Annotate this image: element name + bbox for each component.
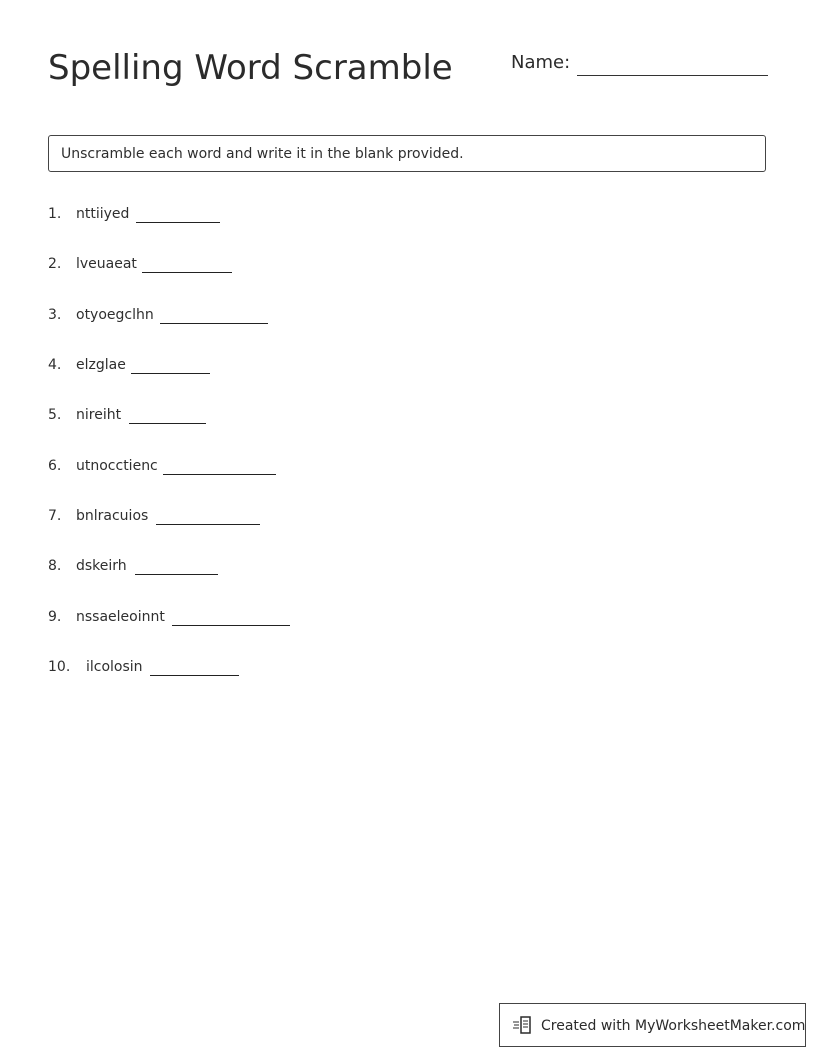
scrambled-word: utnocctienc <box>76 458 158 474</box>
question-item <box>48 255 648 279</box>
answer-blank[interactable] <box>135 574 218 575</box>
answer-blank[interactable] <box>156 524 260 525</box>
page-title: Spelling Word Scramble <box>48 48 453 88</box>
answer-blank[interactable] <box>163 474 276 475</box>
question-number: 9. <box>48 609 62 625</box>
question-item <box>48 406 648 430</box>
name-label: Name: <box>511 52 571 73</box>
scrambled-word: otyoegclhn <box>76 307 154 323</box>
scrambled-word: dskeirh <box>76 558 127 574</box>
answer-blank[interactable] <box>160 323 268 324</box>
question-number: 1. <box>48 206 62 222</box>
footer-text: Created with MyWorksheetMaker.com <box>541 1018 806 1034</box>
instructions-box <box>48 135 766 172</box>
instructions-text: Unscramble each word and write it in the blank provided. <box>61 146 464 162</box>
question-item <box>48 658 648 682</box>
footer-credit[interactable] <box>499 1003 806 1047</box>
scrambled-word: nireiht <box>76 407 122 423</box>
scrambled-word: elzglae <box>76 357 126 373</box>
scrambled-word: ilcolosin <box>86 659 143 675</box>
answer-blank[interactable] <box>136 222 220 223</box>
question-number: 2. <box>48 256 62 272</box>
question-item <box>48 608 648 632</box>
question-item <box>48 457 648 481</box>
scrambled-word: lveuaeat <box>76 256 137 272</box>
question-number: 4. <box>48 357 62 373</box>
question-item <box>48 356 648 380</box>
name-blank-line[interactable] <box>577 75 768 76</box>
scrambled-word: bnlracuios <box>76 508 149 524</box>
question-number: 7. <box>48 508 62 524</box>
answer-blank[interactable] <box>150 675 239 676</box>
worksheet-maker-logo-icon <box>512 1014 534 1036</box>
question-number: 5. <box>48 407 62 423</box>
answer-blank[interactable] <box>129 423 206 424</box>
answer-blank[interactable] <box>142 272 232 273</box>
scrambled-word: nttiiyed <box>76 206 130 222</box>
name-field <box>511 52 769 80</box>
scrambled-word: nssaeleoinnt <box>76 609 165 625</box>
question-number: 6. <box>48 458 62 474</box>
question-item <box>48 557 648 581</box>
question-number: 8. <box>48 558 62 574</box>
answer-blank[interactable] <box>172 625 290 626</box>
question-item <box>48 507 648 531</box>
question-number: 10. <box>48 659 71 675</box>
question-item <box>48 205 648 229</box>
question-number: 3. <box>48 307 62 323</box>
question-item <box>48 306 648 330</box>
answer-blank[interactable] <box>131 373 210 374</box>
